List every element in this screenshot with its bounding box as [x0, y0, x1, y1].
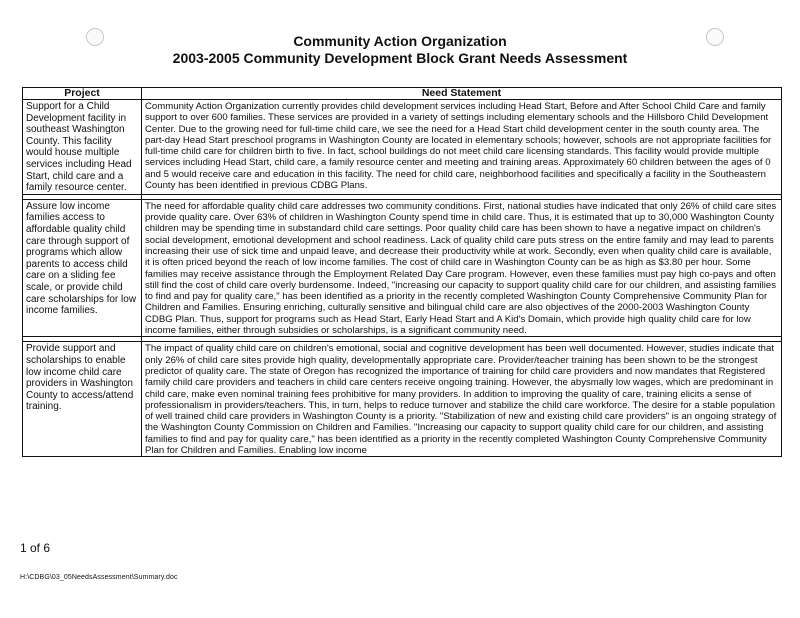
document-subtitle: 2003-2005 Community Development Block Grant Needs Assessment — [172, 50, 628, 66]
project-cell: Assure low income families access to affordable quality child care through support of programs which allow parents to access child care on a sliding fee scale, or provide child care scholarships for low income families. — [23, 199, 142, 337]
column-header-project: Project — [23, 88, 142, 100]
table-row — [23, 342, 782, 457]
need-statement-cell: Community Action Organization currently provides child development services including Head Start, Before and After School Child Care and family support to over 600 families. These services are provided in a variety of settings including elementary schools and the Hillsboro Child Development Center. Due to the growing need for full-time child care, we see the need for a Head Start child development center in the south county area. The part-day Head Start preschool programs in Washington County are located in elementary schools; however, schools are not appropriate facilities for full-time child care for children birth to five. In fact, school buildings do not meet child care licensing standards. This facility would provide multiple services including Head Start, child care, a family resource center and meeting and training areas. Approximately 60 children between the ages of 0 and 5 would receive care and education in this facility. The need for child care, neighborhood facilities and specifically a facility in the Southeastern County has been identified in previous CDBG Plans. — [142, 100, 782, 195]
table-row — [23, 199, 782, 337]
need-statement-cell: The need for affordable quality child care addresses two community conditions. First, national studies have indicated that only 26% of child care sites provide quality care. Over 63% of children in Washington County spend time in child care. Thus, it is estimated that up to 30,000 Washington County children may be spending time in substandard child care settings. Poor quality child care has been shown to have a negative impact on children's social development, emotional development and school readiness. Lack of quality child care puts stress on the entire family and may lead to parents increasing their use of sick time and unpaid leave, and decrease their productivity while at work. Secondly, even when quality child care is available, it is often priced beyond the reach of low income families. The cost of child care in Washington County can be as high as $3.80 per hour. Some families may receive assistance through the Employment Related Day Care program. However, even these families must pay high co-pays and often still find the cost of child care overly burdensome. Indeed, "increasing our capacity to support quality child care for our children, and assisting families to find and pay for quality care," has been identified as a priority in the recently completed Washington County Comprehensive Community Plan for Children and Families. Ensuring enriching, culturally sensitive and bilingual child care are also objectives of the 2000-2003 Washington County CDBG Plan. Thus, support for programs such as Head Start, Early Head Start and A Kid's Domain, which provide high quality child care for low income families, either through subsidies or scholarships, is a significant community need. — [142, 199, 782, 337]
document-title: Community Action Organization — [293, 33, 507, 49]
table-header-row — [23, 88, 782, 100]
table-row — [23, 100, 782, 195]
page-number: 1 of 6 — [20, 541, 51, 555]
project-cell: Provide support and scholarships to enable low income child care providers in Washington County to access/attend training. — [23, 342, 142, 457]
needs-table — [22, 87, 782, 457]
need-statement-cell: The impact of quality child care on children's emotional, social and cognitive development has been well documented. However, studies indicate that only 26% of child care sites provide high quality, developmentally appropriate care. Provider/teacher training has been shown to be the strongest predictor of quality care. The state of Oregon has recognized the importance of training for child care providers and now mandates that Registered family child care providers and teachers in child care centers receive ongoing training. However, the abysmally low wages, which are predominant in child care, make even nominal training fees prohibitive for many providers. In addition to improving the quality of care, training elicits a sense of professionalism in providers/teachers. This, in turn, helps to reduce turnover and stabilize the child care workforce. The desire for a stable population of well trained child care providers in Washington County is a priority. "Stabilization of new and existing child care providers" is an ongoing strategy of the Washington County Commission on Children and Families. "Increasing our capacity to support quality child care for our children, and assisting families to find and pay for quality care," has been identified as a priority in the recently completed Washington County Comprehensive Community Plan for Children and Families. Enabling low income — [142, 342, 782, 457]
column-header-need-statement: Need Statement — [142, 88, 782, 100]
file-path: H:\CDBG\03_05NeedsAssessment\Summary.doc — [20, 574, 178, 581]
project-cell: Support for a Child Development facility in southeast Washington County. This facility would house multiple services including Head Start, child care and a family resource center. — [23, 100, 142, 195]
